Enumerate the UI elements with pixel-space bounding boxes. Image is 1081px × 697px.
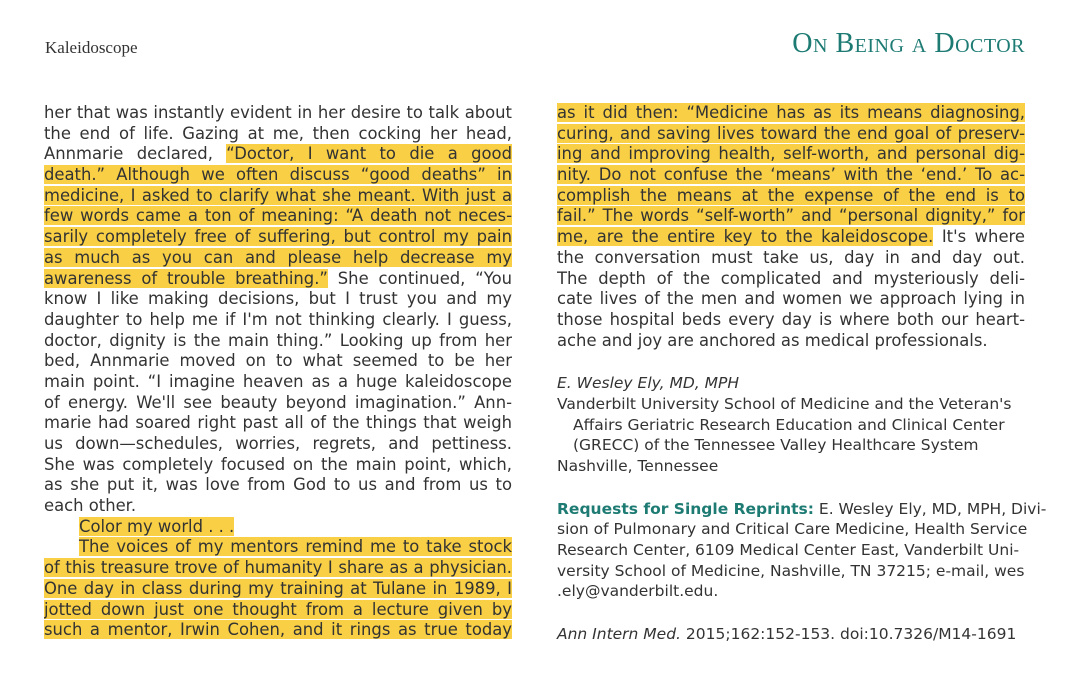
section-title: On Being a Doctor <box>792 28 1025 59</box>
highlighted-text: Color my world . . . <box>79 516 235 536</box>
text-line <box>44 537 512 558</box>
text-line <box>557 186 1025 207</box>
line-text: She was completely focused on the main point, which, <box>44 454 512 474</box>
line-text: the end of life. Gazing at me, then cocking her head, <box>44 123 512 143</box>
highlighted-text: such a mentor, Irwin Cohen, and it rings as true today <box>44 620 512 640</box>
line-text: daughter to help me if I'm not thinking clearly. I guess, <box>44 309 512 329</box>
affiliation-line: Nashville, Tennessee <box>557 457 719 475</box>
highlighted-text: awareness of trouble breathing.” <box>44 268 328 288</box>
text-line <box>44 517 512 538</box>
highlighted-text: medicine, I asked to clarify what she meant. With just a <box>44 185 512 205</box>
citation <box>557 624 1025 645</box>
line-text: her that was instantly evident in her desire to talk about <box>44 103 512 122</box>
right-column-body <box>557 103 1025 351</box>
author-affiliation <box>557 394 1025 477</box>
reprint-line <box>557 499 1047 520</box>
highlighted-text: ing and improving health, self-worth, and personal dig- <box>557 144 1025 164</box>
line-text: those hospital beds every day is where both our heart- <box>557 309 1025 329</box>
text-line <box>44 144 512 165</box>
highlighted-text: me, are the entire key to the kaleidoscope. <box>557 227 934 247</box>
highlighted-text: One day in class during my training at Tulane in 1989, I <box>44 578 512 598</box>
line-text: It's where <box>933 227 1025 247</box>
line-text: cate lives of the men and women we approach lying in <box>557 289 1025 309</box>
text-line <box>44 620 512 641</box>
text-line <box>557 206 1025 227</box>
line-text: ache and joy are anchored as medical professionals. <box>557 330 988 350</box>
affiliation-line: (GRECC) of the Tennessee Valley Healthcare System <box>573 436 979 455</box>
spacer <box>557 602 1025 624</box>
text-line <box>44 558 512 579</box>
text-line <box>44 103 512 124</box>
text-line <box>557 103 1025 124</box>
text-line <box>557 310 1025 331</box>
highlighted-text: fail.” The words “self-worth” and “personal dignity,” for <box>557 206 1025 226</box>
reprint-line: versity School of Medicine, Nashville, TN 37215; e-mail, wes <box>557 561 1025 580</box>
text-line <box>44 206 512 227</box>
highlighted-text: jotted down just one thought from a lecture given by <box>44 599 512 619</box>
right-column <box>557 103 1047 645</box>
text-line <box>557 331 1025 352</box>
line-text: each other. <box>44 496 137 516</box>
highlighted-text: “Doctor, I want to die a good <box>226 144 512 164</box>
text-line <box>44 351 512 372</box>
text-line <box>557 165 1025 186</box>
highlighted-text: complish the means at the expense of the end is to <box>557 185 1025 205</box>
text-line <box>44 393 512 414</box>
line-text: bed, Annmarie moved on to what seemed to be her <box>44 351 512 371</box>
line-text: She continued, “You <box>327 268 512 288</box>
author-byline: E. Wesley Ely, MD, MPH <box>557 374 739 393</box>
left-column <box>44 103 512 641</box>
line-text: know I like making decisions, but I trust you and my <box>44 289 512 309</box>
highlighted-text: few words came a ton of meaning: “A death not neces- <box>44 206 512 226</box>
highlighted-text: of this treasure trove of humanity I share as a physician. <box>44 558 512 578</box>
text-line <box>44 289 512 310</box>
highlighted-text: death.” Although we often discuss “good deaths” in <box>44 165 512 185</box>
text-line <box>44 124 512 145</box>
text-line <box>44 248 512 269</box>
line-text: The depth of the complicated and mysteriously deli- <box>557 268 1025 288</box>
line-text: Annmarie declared, <box>44 144 227 164</box>
text-line <box>44 434 512 455</box>
line-text: as she put it, was love from God to us and from us to <box>44 475 512 495</box>
text-line <box>557 227 1025 248</box>
text-line <box>44 227 512 248</box>
text-line <box>44 186 512 207</box>
spacer <box>557 477 1025 499</box>
text-line <box>44 496 512 517</box>
highlighted-text: curing, and saving lives toward the end goal of preserv- <box>557 123 1025 143</box>
highlighted-text: The voices of my mentors remind me to take stock <box>79 537 512 557</box>
line-text: marie had soared right past all of the things that weigh <box>44 413 512 433</box>
reprint-line: Research Center, 6109 Medical Center East, Vanderbilt Uni- <box>557 541 1020 560</box>
reprint-line: .ely@vanderbilt.edu. <box>557 582 719 601</box>
text-line <box>557 124 1025 145</box>
running-head: Kaleidoscope <box>45 38 138 57</box>
text-line <box>557 248 1025 269</box>
line-text: us down—schedules, worries, regrets, and pettiness. <box>44 434 512 453</box>
text-line <box>557 269 1025 290</box>
text-line <box>44 331 512 352</box>
text-line <box>44 475 512 496</box>
reprint-line: sion of Pulmonary and Critical Care Medicine, Health Service <box>557 520 1028 539</box>
highlighted-text: sarily completely free of suffering, but control my pain <box>44 227 512 247</box>
text-line <box>557 144 1025 165</box>
text-line <box>44 269 512 290</box>
text-line <box>44 372 512 393</box>
reprint-label: Requests for Single Reprints: <box>557 499 814 518</box>
affiliation-line: Affairs Geriatric Research Education and Clinical Center <box>573 415 1005 434</box>
line-text: doctor, dignity is the main thing.” Looking up from her <box>44 330 512 350</box>
reprint-request <box>557 499 1047 602</box>
text-line <box>44 413 512 434</box>
line-text: the conversation must take us, day in and day out. <box>557 247 1025 267</box>
citation-journal: Ann Intern Med. <box>557 625 681 644</box>
text-line <box>44 455 512 476</box>
text-line <box>44 600 512 621</box>
affiliation-line: Vanderbilt University School of Medicine and the Veteran's <box>557 394 1012 413</box>
text-line <box>557 289 1025 310</box>
highlighted-text: as it did then: “Medicine has as its means diagnosing, <box>557 103 1025 122</box>
text-line <box>44 579 512 600</box>
text-line <box>44 165 512 186</box>
highlighted-text: nity. Do not confuse the ‘means’ with the ‘end.’ To ac- <box>557 165 1025 185</box>
spacer <box>557 351 1025 373</box>
line-text: main point. “I imagine heaven as a huge kaleidoscope <box>44 371 512 391</box>
highlighted-text: as much as you can and please help decrease my <box>44 247 512 267</box>
citation-details: 2015;162:152-153. doi:10.7326/M14-1691 <box>681 625 1017 644</box>
reprint-text: E. Wesley Ely, MD, MPH, Divi- <box>813 499 1047 518</box>
text-line <box>44 310 512 331</box>
line-text: of energy. We'll see beauty beyond imagination.” Ann- <box>44 392 512 412</box>
